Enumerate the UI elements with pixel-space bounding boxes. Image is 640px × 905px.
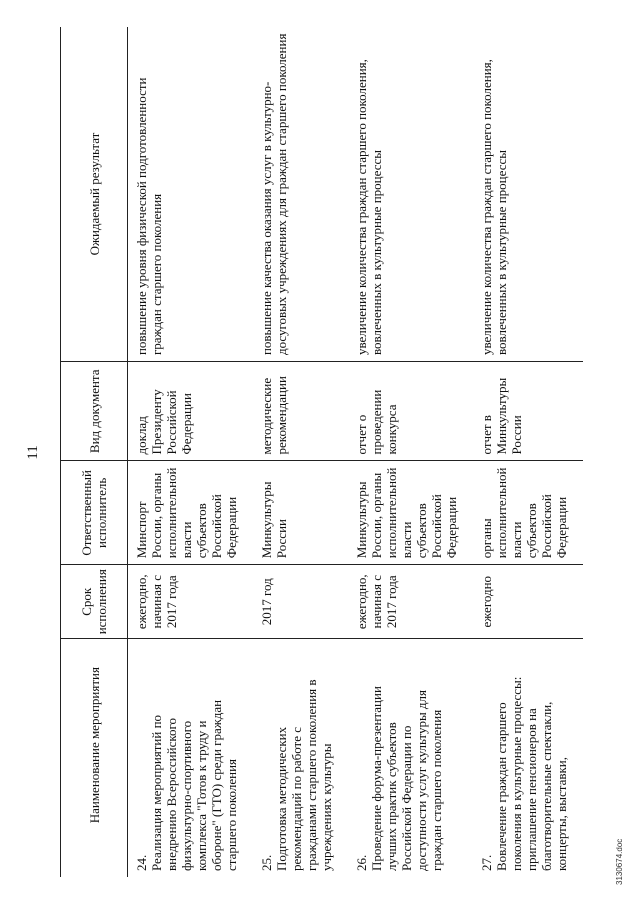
cell-result: повышение качества оказания услуг в культурно-досуговых учреждениях для граждан старшего поколения xyxy=(253,27,348,362)
cell-result: увеличение количества граждан старшего поколения, вовлеченных в культурные процессы xyxy=(473,27,583,362)
row-name: Проведение форума-презентации лучших практик субъектов Российской Федерации по доступности услуг культуры для граждан старшего поколения xyxy=(369,686,444,871)
row-name: Вовлечение граждан старшего поколения в культурные процессы: приглашение пенсионеров на благотворительные спектакли, концерты, выставки, xyxy=(494,676,569,871)
header-responsible: Ответственный исполнитель xyxy=(61,461,128,565)
row-name: Реализация мероприятий по внедрению Всероссийского физкультурно-спортивного комплекса "Готов к труду и обороне" (ГТО) среди граждан старшего поколения xyxy=(149,699,239,871)
cell-doc-type: отчет в Минкультуры России xyxy=(473,362,583,461)
file-name-footer: 3130674.doc xyxy=(615,838,624,885)
cell-name xyxy=(128,639,254,877)
page-number: 11 xyxy=(25,445,41,460)
row-number: 25. xyxy=(259,854,274,871)
row-number: 27. xyxy=(479,854,494,871)
cell-deadline: ежегодно, начиная с 2017 года xyxy=(348,565,473,639)
table-row xyxy=(253,27,348,877)
rotated-page xyxy=(20,20,624,885)
measures-table xyxy=(60,27,583,877)
cell-deadline: 2017 год xyxy=(253,565,348,639)
cell-result: увеличение количества граждан старшего поколения, вовлеченных в культурные процессы xyxy=(348,27,473,362)
header-result: Ожидаемый результат xyxy=(61,27,128,362)
cell-name xyxy=(473,639,583,877)
header-doc-type: Вид документа xyxy=(61,362,128,461)
cell-deadline: ежегодно, начиная с 2017 года xyxy=(128,565,254,639)
row-name: Подготовка методических рекомендаций по работе с гражданами старшего поколения в учреждениях культуры xyxy=(274,679,334,871)
table-row xyxy=(348,27,473,877)
cell-doc-type: доклад Президенту Российской Федерации xyxy=(128,362,254,461)
row-number: 24. xyxy=(134,854,149,871)
header-name: Наименование мероприятия xyxy=(61,639,128,877)
cell-responsible: Минкультуры России, органы исполнительной власти субъектов Российской Федерации xyxy=(348,461,473,565)
cell-doc-type: методические рекомендации xyxy=(253,362,348,461)
table-header-row xyxy=(61,27,128,877)
cell-result: повышение уровня физической подготовленности граждан старшего поколения xyxy=(128,27,254,362)
cell-doc-type: отчет о проведении конкурса xyxy=(348,362,473,461)
cell-responsible: органы исполнительной власти субъектов Российской Федерации xyxy=(473,461,583,565)
table-row xyxy=(473,27,583,877)
cell-responsible: Минспорт России, органы исполнительной власти субъектов Российской Федерации xyxy=(128,461,254,565)
cell-name xyxy=(253,639,348,877)
cell-name xyxy=(348,639,473,877)
cell-deadline: ежегодно xyxy=(473,565,583,639)
table-row xyxy=(128,27,254,877)
row-number: 26. xyxy=(354,854,369,871)
header-deadline: Срок исполнения xyxy=(61,565,128,639)
cell-responsible: Минкультуры России xyxy=(253,461,348,565)
